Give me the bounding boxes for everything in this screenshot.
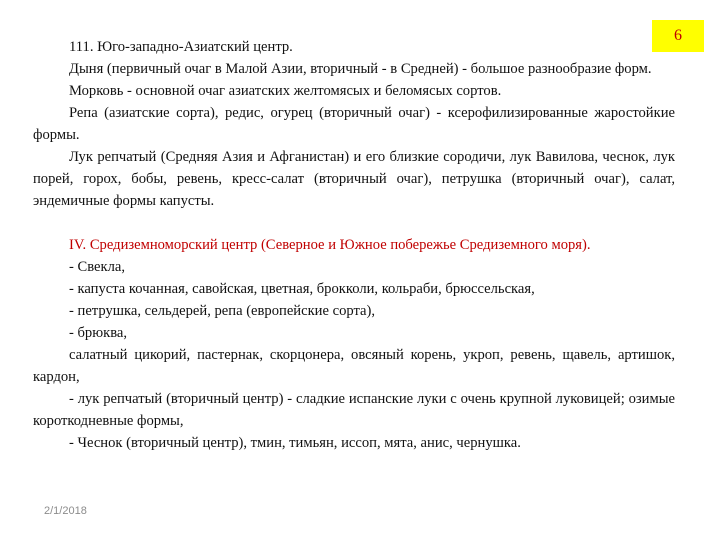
section-4-item-4: - брюква, <box>69 325 128 341</box>
section-3-paragraph-1: Дыня (первичный очаг в Малой Азии, вторичный - в Средней) - большое разнообразие форм. <box>69 61 652 77</box>
section-4-heading <box>33 234 675 256</box>
section-4-item-1: - Свекла, <box>69 259 126 275</box>
section-3-title: . Юго-западно-Азиатский центр. <box>89 39 293 55</box>
slide-number-badge: 6 <box>652 20 704 52</box>
section-spacer <box>33 212 675 234</box>
section-4-numeral: IV <box>69 237 83 253</box>
section-4-title: . Средиземноморский центр (Северное и Южное побережье Средиземного моря). <box>82 237 591 253</box>
section-4-item-7: - Чеснок (вторичный центр), тмин, тимьян, иссоп, мята, анис, чернушка. <box>69 435 521 451</box>
section-4-item-6: - лук репчатый (вторичный центр) - сладкие испанские луки с очень крупной луковицей; озимые короткодневные формы, <box>33 391 675 429</box>
section-4-item-5: салатный цикорий, пастернак, скорцонера, овсяный корень, укроп, ревень, щавель, артишок, кардон, <box>33 347 675 385</box>
section-3-paragraph-2: Морковь - основной очаг азиатских желтомясых и беломясых сортов. <box>69 83 502 99</box>
section-4-item-2: - капуста кочанная, савойская, цветная, брокколи, кольраби, брюссельская, <box>69 281 535 297</box>
section-3-paragraph-3: Репа (азиатские сорта), редис, огурец (вторичный очаг) - ксерофилизированные жаростойкие формы. <box>33 105 675 143</box>
section-3-paragraph-4: Лук репчатый (Средняя Азия и Афганистан) и его близкие сородичи, лук Вавилова, чеснок, лук порей, горох, бобы, ревень, кресс-салат (вторичный очаг), петрушка (вторичный очаг), салат, эндемичные формы капусты. <box>33 149 675 209</box>
footer-date: 2/1/2018 <box>44 505 87 517</box>
section-4-item-3: - петрушка, сельдерей, репа (европейские сорта), <box>69 303 376 319</box>
slide-content <box>33 36 675 454</box>
section-3-numeral: 111 <box>69 39 90 55</box>
section-3-heading <box>33 36 675 58</box>
